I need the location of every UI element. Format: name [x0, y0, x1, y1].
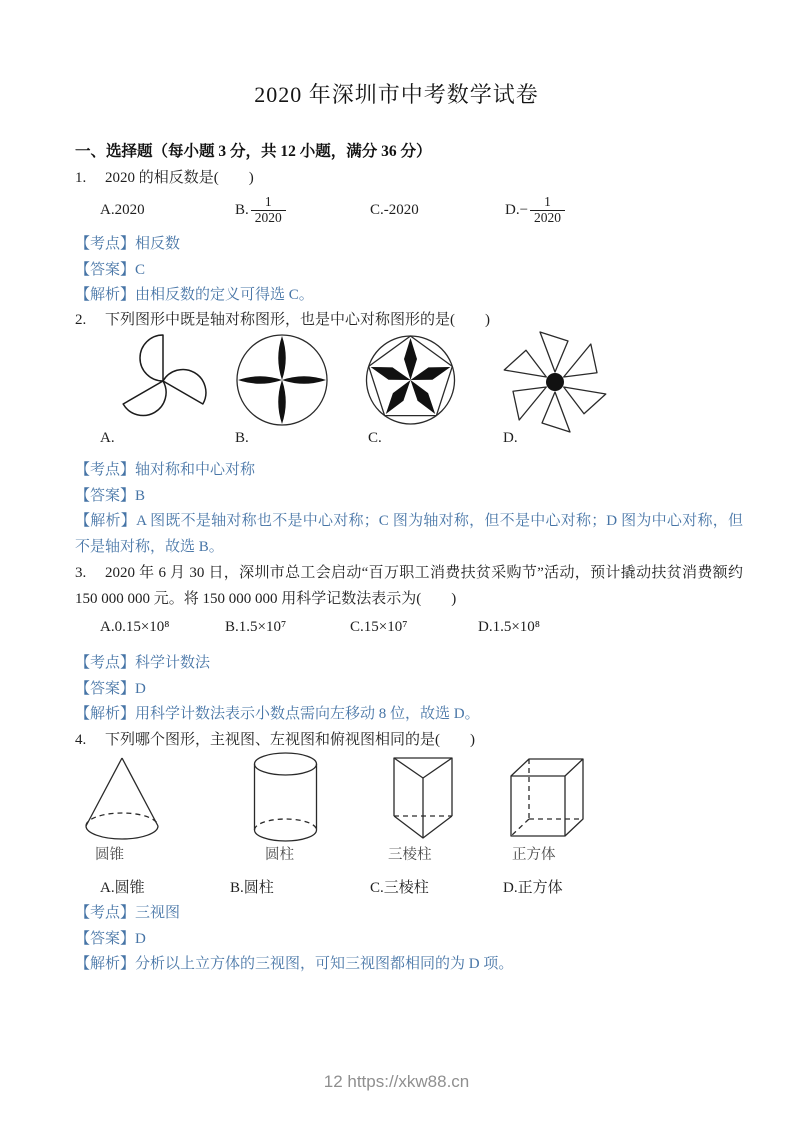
q4-caption-prism: 三棱柱 — [388, 847, 432, 863]
q4-figure-triangular-prism-icon — [388, 748, 458, 846]
q2-text: 下列图形中既是轴对称图形，也是中心对称图形的是( ) — [105, 312, 490, 328]
q2-kaodian-line — [75, 457, 743, 483]
q4-text: 下列哪个图形，主视图、左视图和俯视图相同的是( ) — [105, 732, 475, 748]
q4-kaodian-value: 三视图 — [135, 905, 181, 921]
q3-option-d: D.1.5×10⁸ — [478, 619, 541, 635]
q2-daan-value: B — [135, 488, 146, 504]
q2-figure-label-b: B. — [235, 430, 249, 446]
q4-daan-line — [75, 926, 743, 952]
q2-figure-c-pentagon-star-icon — [363, 334, 458, 426]
q4-option-d: D.正方体 — [503, 880, 563, 896]
q3-text: 2020 年 6 月 30 日，深圳市总工会启动“百万职工消费扶贫采购节”活动，预计撬动扶贫消费额约 150 000 000 元。将 150 000 000 用科学记数法表示为( ) — [75, 565, 747, 607]
q1-kaodian-value: 相反数 — [135, 236, 181, 252]
q2-jiexi-value: A 图既不是轴对称也不是中心对称；C 图为轴对称，但不是中心对称；D 图为中心对称，但不是轴对称，故选 B。 — [75, 513, 743, 555]
kaodian-label: 【考点】 — [75, 905, 136, 921]
q3-number: 3. — [75, 565, 87, 581]
q3-option-a: A.0.15×10⁸ — [100, 619, 170, 635]
q3-option-b: B.1.5×10⁷ — [225, 619, 287, 635]
q1-option-d — [505, 190, 565, 230]
q2-figure-labels-row — [0, 430, 793, 452]
q3-jiexi-line — [75, 701, 743, 727]
page-title: 2020 年深圳市中考数学试卷 — [254, 82, 539, 107]
q1-option-a: A.2020 — [100, 202, 145, 218]
q3-jiexi-value: 用科学计数法表示小数点需向左移动 8 位，故选 D。 — [135, 706, 480, 722]
q2-daan-line — [75, 483, 743, 509]
q1-text: 2020 的相反数是( ) — [105, 170, 254, 186]
q3-options-row — [0, 607, 793, 647]
q2-number: 2. — [75, 312, 87, 328]
q1-jiexi-line — [75, 282, 743, 308]
q2-jiexi-line — [75, 508, 743, 560]
jiexi-label: 【解析】 — [75, 513, 137, 529]
jiexi-label: 【解析】 — [75, 287, 136, 303]
q4-caption-cone: 圆锥 — [95, 847, 124, 863]
q4-figure-cone-icon — [82, 752, 162, 844]
q1-option-b-fraction: $\frac{1}{2020}$ — [251, 195, 286, 226]
q1-text-line — [75, 165, 743, 191]
q1-option-b-label: B. — [235, 202, 249, 218]
daan-label: 【答案】 — [75, 488, 136, 504]
q2-figure-b-four-petals-icon — [234, 332, 330, 428]
q1-option-b — [235, 190, 286, 230]
q1-option-d-label: D.− — [505, 202, 529, 218]
q4-jiexi-value: 分析以上立方体的三视图，可知三视图都相同的为 D 项。 — [135, 956, 514, 972]
q1-daan-value: C — [135, 262, 146, 278]
q3-text-line — [75, 560, 747, 612]
q4-caption-cube: 正方体 — [512, 847, 556, 863]
section-heading: 一、选择题（每小题 3 分，共 12 小题，满分 36 分） — [75, 143, 432, 160]
kaodian-label: 【考点】 — [75, 462, 136, 478]
q2-figure-label-d: D. — [503, 430, 518, 446]
q3-kaodian-line — [75, 650, 743, 676]
q4-option-b: B.圆柱 — [230, 880, 274, 896]
kaodian-label: 【考点】 — [75, 236, 136, 252]
q2-figure-label-c: C. — [368, 430, 382, 446]
jiexi-label: 【解析】 — [75, 956, 136, 972]
q3-daan-line — [75, 676, 743, 702]
q1-number: 1. — [75, 170, 87, 186]
q2-figure-label-a: A. — [100, 430, 115, 446]
q4-caption-cylinder: 圆柱 — [265, 847, 294, 863]
q4-option-a: A.圆锥 — [100, 880, 145, 896]
q2-figure-a-pinwheel-icon — [95, 329, 235, 433]
q2-figure-d-six-blade-fan-icon — [490, 326, 620, 436]
jiexi-label: 【解析】 — [75, 706, 136, 722]
q1-option-d-fraction: $\frac{1}{2020}$ — [530, 195, 565, 226]
q1-daan-line — [75, 257, 743, 283]
kaodian-label: 【考点】 — [75, 655, 136, 671]
daan-label: 【答案】 — [75, 931, 136, 947]
q1-options-row — [0, 190, 793, 230]
q4-option-c: C.三棱柱 — [370, 880, 429, 896]
q3-daan-value: D — [135, 681, 146, 697]
q4-figure-captions-row — [0, 843, 793, 865]
daan-label: 【答案】 — [75, 681, 136, 697]
q4-jiexi-line — [75, 951, 743, 977]
q4-number: 4. — [75, 732, 87, 748]
q1-jiexi-value: 由相反数的定义可得选 C。 — [135, 287, 314, 303]
q4-figure-cube-icon — [505, 752, 587, 842]
page-footer: 12 https://xkw88.cn — [323, 1072, 470, 1091]
q4-kaodian-line — [75, 900, 743, 926]
q2-kaodian-value: 轴对称和中心对称 — [135, 462, 256, 478]
q1-option-c: C.-2020 — [370, 202, 419, 218]
q4-daan-value: D — [135, 931, 146, 947]
q3-kaodian-value: 科学计数法 — [135, 655, 211, 671]
q4-figure-cylinder-icon — [248, 750, 323, 845]
q1-kaodian-line — [75, 231, 743, 257]
q3-option-c: C.15×10⁷ — [350, 619, 408, 635]
daan-label: 【答案】 — [75, 262, 136, 278]
